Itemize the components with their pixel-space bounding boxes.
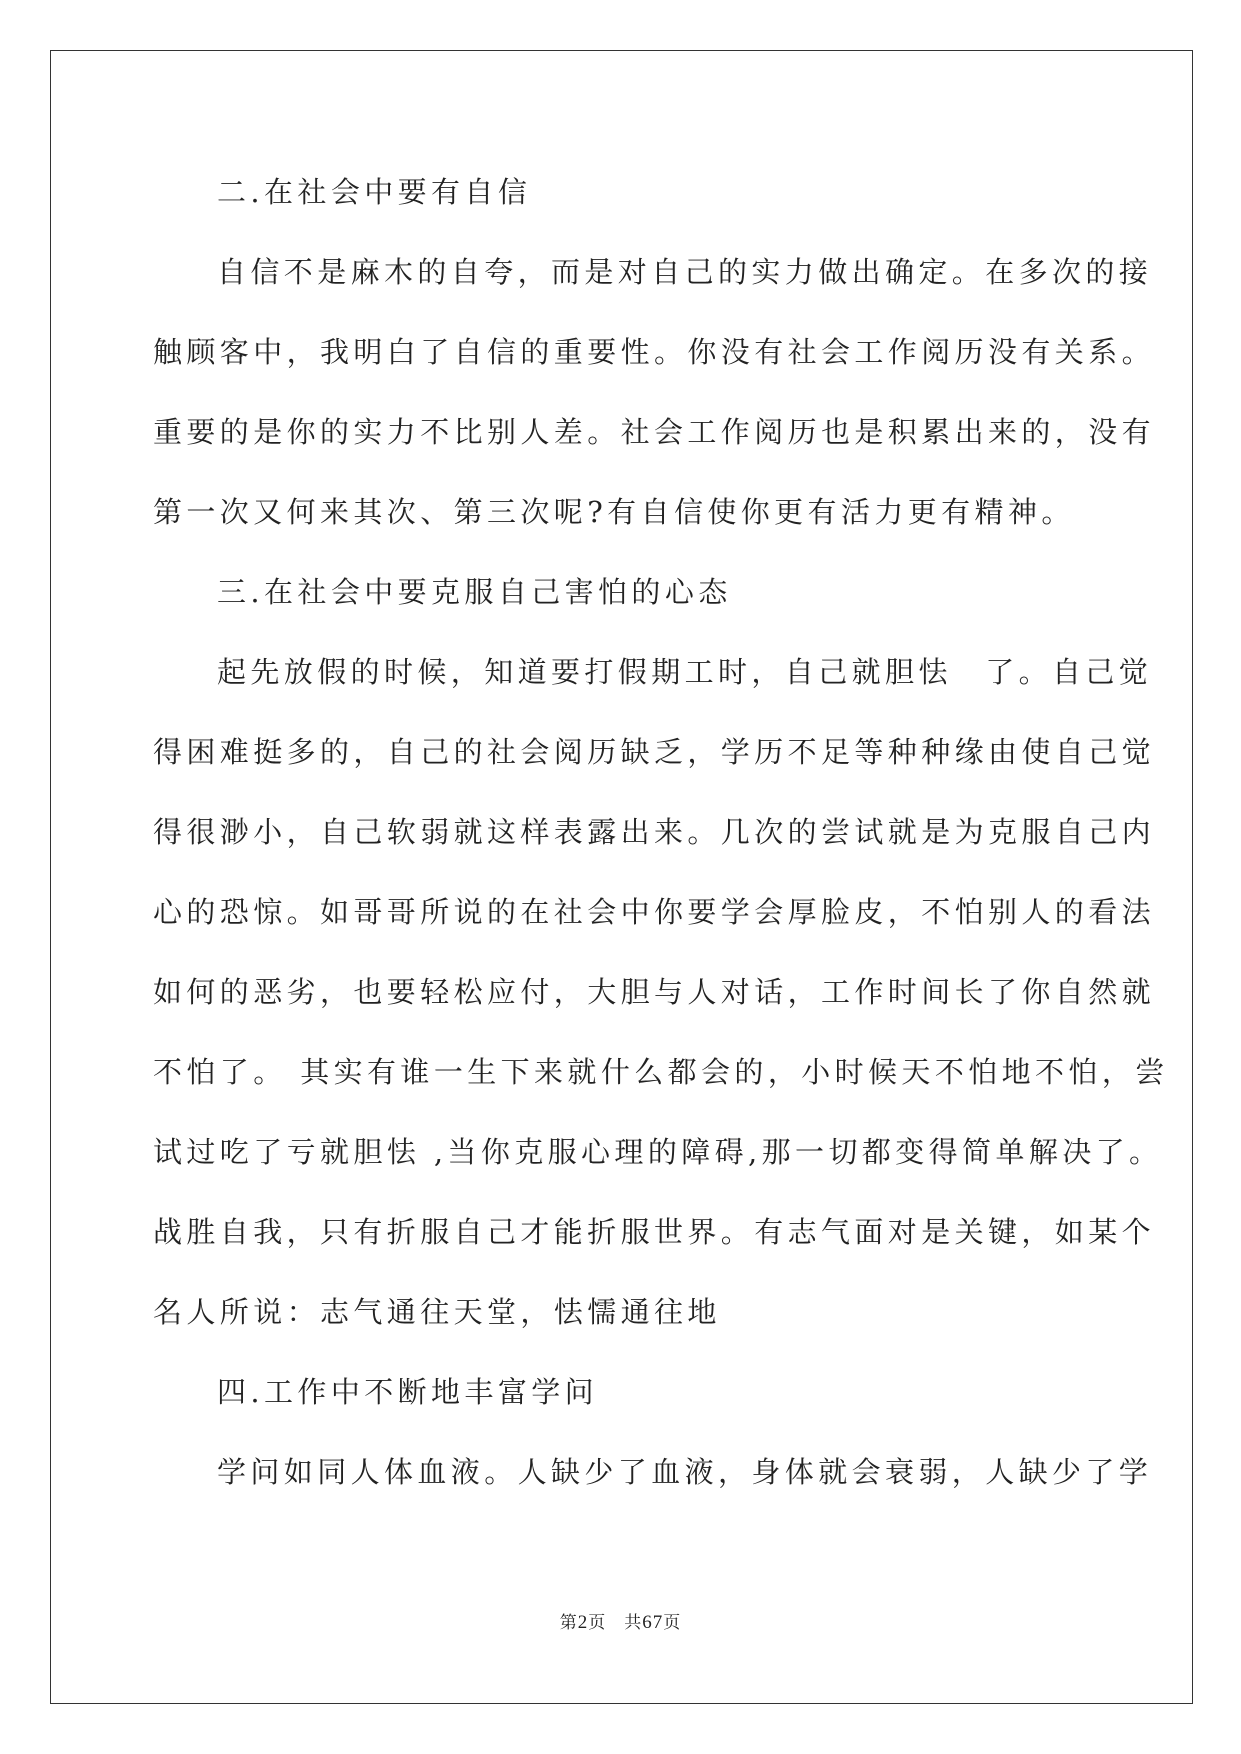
paragraph-line: 心的恐惊。如哥哥所说的在社会中你要学会厚脸皮，不怕别人的看法 (153, 895, 1156, 929)
page-number: 2 (577, 1612, 589, 1633)
paragraph-line: 自信不是麻木的自夸，而是对自己的实力做出确定。在多次的接 (217, 255, 1153, 289)
paragraph-line: 重要的是你的实力不比别人差。社会工作阅历也是积累出来的，没有 (153, 415, 1156, 449)
paragraph-line: 得困难挺多的，自己的社会阅历缺乏，学历不足等种种缘由使自己觉 (153, 735, 1156, 769)
total-pages: 67 (642, 1612, 664, 1633)
paragraph-line: 触顾客中，我明白了自信的重要性。你没有社会工作阅历没有关系。 (153, 335, 1156, 369)
total-prefix: 共 (624, 1613, 643, 1633)
paragraph-line: 名人所说：志气通往天堂，怯懦通往地 (153, 1295, 721, 1329)
page-footer (0, 1608, 1241, 1634)
section-heading-4: 四.工作中不断地丰富学问 (217, 1375, 599, 1409)
section-heading-3: 三.在社会中要克服自己害怕的心态 (217, 575, 732, 609)
paragraph-line: 第一次又何来其次、第三次呢?有自信使你更有活力更有精神。 (153, 495, 1075, 529)
paragraph-line: 得很渺小，自己软弱就这样表露出来。几次的尝试就是为克服自己内 (153, 815, 1156, 849)
page-prefix: 第 (559, 1613, 578, 1633)
paragraph-line: 战胜自我，只有折服自己才能折服世界。有志气面对是关键，如某个 (153, 1215, 1156, 1249)
paragraph-line: 起先放假的时候，知道要打假期工时，自己就胆怯 了。自己觉 (217, 655, 1153, 689)
paragraph-line: 如何的恶劣，也要轻松应付，大胆与人对话，工作时间长了你自然就 (153, 975, 1156, 1009)
document-body (153, 160, 1169, 1520)
paragraph-line: 不怕了。 其实有谁一生下来就什么都会的，小时候天不怕地不怕，尝 (153, 1055, 1169, 1089)
paragraph-line: 学问如同人体血液。人缺少了血液，身体就会衰弱，人缺少了学 (217, 1455, 1153, 1489)
page-suffix: 页 (588, 1613, 607, 1633)
total-suffix: 页 (663, 1613, 682, 1633)
paragraph-line: 试过吃了亏就胆怯 ,当你克服心理的障碍,那一切都变得简单解决了。 (153, 1135, 1163, 1169)
section-heading-2: 二.在社会中要有自信 (217, 175, 532, 209)
